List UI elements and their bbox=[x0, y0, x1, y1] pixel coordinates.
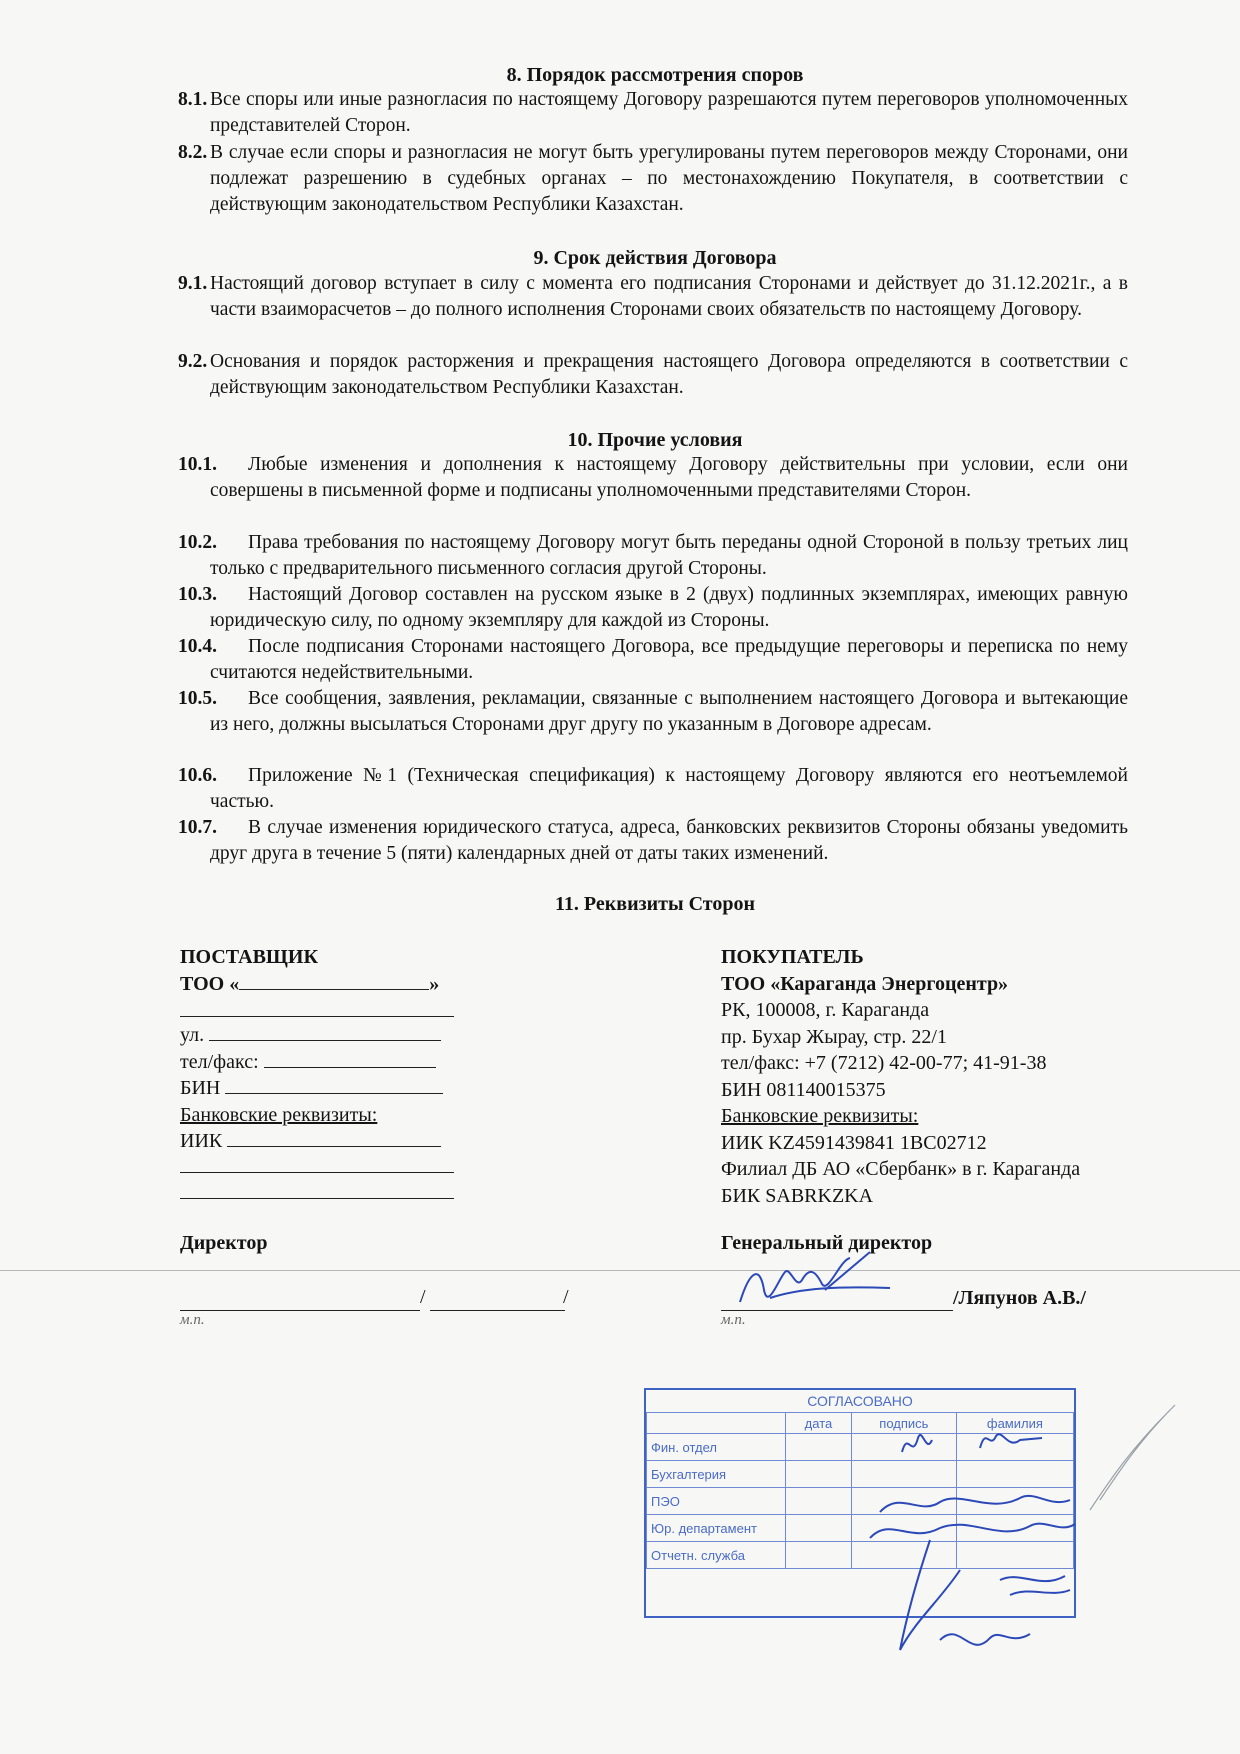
clause-text: После подписания Сторонами настоящего Договора, все предыдущие переговоры и переписка по нему считаются недействительными. bbox=[210, 636, 1128, 683]
approval-signatures-icon bbox=[860, 1420, 1090, 1670]
clause-10-3 bbox=[178, 582, 1128, 634]
supplier-blank-line[interactable] bbox=[180, 1016, 454, 1017]
clause-10-7 bbox=[178, 815, 1128, 867]
clause-text: В случае если споры и разногласия не могут быть урегулированы путем переговоров между Сторонами, они подлежат разрешению в судебных органах – по местонахождению Покупателя, в соответствии с действующим законодательством Республики Казахстан. bbox=[210, 142, 1128, 215]
supplier-bin-blank[interactable] bbox=[225, 1075, 443, 1094]
clause-number: 10.3. bbox=[178, 584, 217, 605]
stamp-col-name: фамилия bbox=[956, 1413, 1073, 1434]
supplier-phone-line: тел/факс: bbox=[180, 1049, 480, 1076]
buyer-bik: БИК SABRKZKA bbox=[721, 1184, 874, 1207]
supplier-iik-blank[interactable] bbox=[227, 1128, 441, 1147]
stamp-title: СОГЛАСОВАНО bbox=[647, 1390, 1074, 1413]
supplier-street-blank[interactable] bbox=[209, 1022, 441, 1041]
clause-number: 10.7. bbox=[178, 817, 217, 838]
supplier-name-line[interactable] bbox=[430, 1310, 565, 1311]
clause-9-1 bbox=[178, 271, 1128, 323]
clause-number: 9.2. bbox=[178, 351, 208, 372]
buyer-stamp-place: м.п. bbox=[721, 1312, 746, 1328]
clause-number: 8.1. bbox=[178, 89, 208, 110]
clause-number: 9.1. bbox=[178, 273, 208, 294]
buyer-phone: тел/факс: +7 (7212) 42-00-77; 41-91-38 bbox=[721, 1052, 1047, 1074]
clause-number: 10.1. bbox=[178, 454, 217, 475]
supplier-heading: ПОСТАВЩИК bbox=[180, 946, 318, 968]
clause-10-6 bbox=[178, 763, 1128, 815]
supplier-phone-blank[interactable] bbox=[264, 1049, 436, 1068]
clause-8-2 bbox=[178, 140, 1128, 218]
pencil-mark-icon bbox=[1080, 1400, 1180, 1520]
supplier-company-line: ТОО « » bbox=[180, 972, 440, 995]
buyer-bin: БИН 081140015375 bbox=[721, 1078, 886, 1101]
stamp-row-label: Бухгалтерия bbox=[647, 1461, 786, 1488]
buyer-address-1: РК, 100008, г. Караганда bbox=[721, 999, 930, 1021]
stamp-col-sign: подпись bbox=[851, 1413, 956, 1434]
clause-number: 10.5. bbox=[178, 688, 217, 709]
clause-number: 10.4. bbox=[178, 636, 217, 657]
clause-text: В случае изменения юридического статуса, адреса, банковских реквизитов Стороны обязаны уведомить друг друга в течение 5 (пяти) календарных дней от даты таких изменений. bbox=[210, 817, 1128, 864]
buyer-signature-icon bbox=[730, 1250, 900, 1320]
supplier-signature-line[interactable] bbox=[180, 1310, 420, 1311]
clause-10-2 bbox=[178, 530, 1128, 582]
signature-separator: / bbox=[563, 1286, 569, 1308]
signature-separator: / bbox=[420, 1286, 426, 1308]
section-8-title: 8. Порядок рассмотрения споров bbox=[506, 64, 804, 86]
clause-9-2 bbox=[178, 349, 1128, 401]
clause-text: Права требования по настоящему Договору могут быть переданы одной Стороной в пользу третьих лиц только с предварительного письменного согласия другой Стороны. bbox=[210, 532, 1128, 579]
supplier-blank-line[interactable] bbox=[180, 1172, 454, 1173]
buyer-director: Генеральный директор bbox=[721, 1232, 933, 1254]
clause-10-1 bbox=[178, 452, 1128, 504]
clause-text: Настоящий Договор составлен на русском языке в 2 (двух) подлинных экземплярах, имеющих равную юридическую силу, по одному экземпляру для каждой из Стороны. bbox=[210, 584, 1128, 631]
buyer-heading: ПОКУПАТЕЛЬ bbox=[721, 946, 864, 968]
section-10-title: 10. Прочие условия bbox=[567, 429, 743, 451]
supplier-director: Директор bbox=[180, 1232, 268, 1254]
supplier-bank-label: Банковские реквизиты: bbox=[180, 1103, 378, 1126]
clause-number: 10.2. bbox=[178, 532, 217, 553]
stamp-row-label: Отчетн. служба bbox=[647, 1542, 786, 1569]
stamp-row-label: Фин. отдел bbox=[647, 1434, 786, 1461]
stamp-row-label: Юр. департамент bbox=[647, 1515, 786, 1542]
clause-text: Основания и порядок расторжения и прекращения настоящего Договора определяются в соответствии с действующим законодательством Республики Казахстан. bbox=[210, 351, 1128, 398]
clause-text: Все сообщения, заявления, рекламации, связанные с выполнением настоящего Договора и вытекающие из него, должны высылаться Сторонами друг другу по указанным в Договоре адресам. bbox=[210, 688, 1128, 735]
buyer-signer-name: /Ляпунов А.В./ bbox=[953, 1287, 1086, 1309]
buyer-branch: Филиал ДБ АО «Сбербанк» в г. Караганда bbox=[721, 1158, 1081, 1180]
supplier-bin-line: БИН bbox=[180, 1075, 480, 1102]
buyer-address-2: пр. Бухар Жырау, стр. 22/1 bbox=[721, 1025, 947, 1048]
supplier-contacts bbox=[180, 1022, 480, 1155]
buyer-company: ТОО «Караганда Энергоцентр» bbox=[721, 972, 1009, 995]
clause-text: Настоящий договор вступает в силу с момента его подписания Сторонами и действует до 31.12.2021г., а в части взаиморасчетов – до полного исполнения Сторонами своих обязательств по настоящему Договору. bbox=[210, 273, 1128, 320]
supplier-street-line: ул. bbox=[180, 1022, 480, 1049]
clause-number: 10.6. bbox=[178, 765, 217, 786]
clause-text: Приложение №1 (Техническая спецификация) к настоящему Договору являются его неотъемлемой частью. bbox=[210, 765, 1128, 812]
supplier-details bbox=[180, 944, 480, 997]
scan-fold-line bbox=[0, 1270, 1240, 1271]
buyer-bank-label: Банковские реквизиты: bbox=[721, 1105, 919, 1127]
supplier-blank-line[interactable] bbox=[180, 1198, 454, 1199]
stamp-col-date: дата bbox=[786, 1413, 852, 1434]
stamp-header-empty bbox=[647, 1413, 786, 1434]
buyer-iik: ИИК KZ4591439841 1BC02712 bbox=[721, 1131, 987, 1154]
clause-10-5 bbox=[178, 686, 1128, 738]
stamp-row-label: ПЭО bbox=[647, 1488, 786, 1515]
supplier-stamp-place: м.п. bbox=[180, 1312, 205, 1328]
supplier-iik-line: ИИК bbox=[180, 1128, 480, 1155]
clause-text: Все споры или иные разногласия по настоящему Договору разрешаются путем переговоров уполномоченных представителей Сторон. bbox=[210, 89, 1128, 136]
clause-10-4 bbox=[178, 634, 1128, 686]
clause-number: 8.2. bbox=[178, 142, 208, 163]
section-11-title: 11. Реквизиты Сторон bbox=[555, 893, 755, 915]
clause-8-1 bbox=[178, 87, 1128, 139]
section-9-title: 9. Срок действия Договора bbox=[533, 247, 777, 269]
buyer-details bbox=[721, 944, 1141, 1209]
clause-text: Любые изменения и дополнения к настоящему Договору действительны при условии, если они совершены в письменной форме и подписаны уполномоченными представителями Сторон. bbox=[210, 454, 1128, 501]
supplier-company-blank[interactable] bbox=[239, 971, 429, 990]
